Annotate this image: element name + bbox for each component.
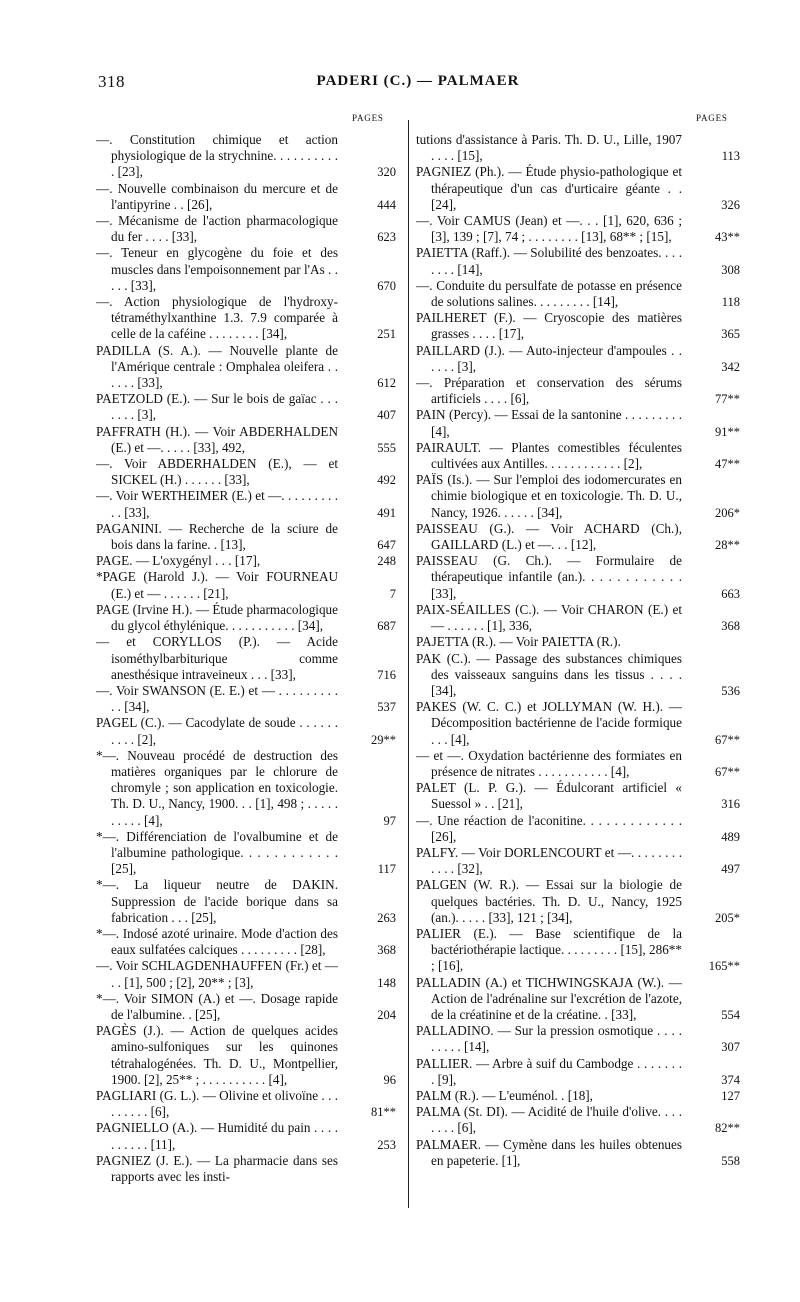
entry-page: 623 [377,230,396,245]
entry-text: —. Nouvelle combinaison du mercure et de l'antipyrine . . [26], [96,180,338,212]
entry-text: PAIETTA (Raff.). — Solubilité des benzoates. . . . . . . . [14], [416,245,682,277]
index-entry [416,245,740,277]
entry-text: PAGLIARI (G. L.). — Olivine et olivoïne . . . . . . . . . [6], [96,1087,338,1120]
entry-page: 118 [721,295,740,310]
index-entry [96,1153,396,1185]
index-entry [416,1137,740,1169]
index-entry [96,553,396,569]
entry-page: 536 [721,683,740,698]
entry-text: PALFY. — Voir DORLENCOURT et —. . . . . . . . . . . . [32], [416,844,682,877]
entry-text: —. Voir ABDERHALDEN (E.), — et SICKEL (H.) . . . . . . [33], [96,456,338,488]
entry-page: 537 [377,700,396,715]
entry-text: PAILLARD (J.). — Auto-injecteur d'ampoules . . . . . . [3], [416,342,682,374]
entry-text: PALGEN (W. R.). — Essai sur la biologie de quelques bactéries. Th. D. U., Nancy, 1925 (an.). . . . . [33], 121 ; [34], [416,877,682,925]
entry-text: PALLIER. — Arbre à suif du Cambodge . . . . . . . . [9], [416,1055,682,1087]
entry-page: 558 [721,1153,740,1168]
index-entry [416,748,740,780]
entry-text: —. Voir CAMUS (Jean) et —. . . [1], 620, 636 ; [3], 139 ; [7], 74 ; . . . . . . . . [13], 68** ; [15], [416,213,682,245]
entry-page: 206* [715,505,740,520]
entry-page: 148 [377,975,396,990]
running-title: PADERI (C.) — PALMAER [316,73,520,89]
index-entry [416,375,740,407]
entry-text: PAIN (Percy). — Essai de la santonine . . . . . . . . . [4], [416,407,682,439]
index-entry [96,991,396,1023]
index-entry [416,813,740,845]
entry-text: PALLADINO. — Sur la pression osmotique . . . . . . . . . [14], [416,1023,682,1055]
index-entry [96,424,396,456]
entry-text: PAGNIEZ (J. E.). — La pharmacie dans ses rapports avec les insti- [96,1152,338,1184]
entry-text: PADILLA (S. A.). — Nouvelle plante de l'Amérique centrale : Omphalea oleifera . . . . . . [33], [96,342,338,391]
entry-page: 307 [721,1040,740,1055]
entry-page: 365 [721,327,740,342]
entry-text: PALMA (St. DI). — Acidité de l'huile d'olive. . . . . . . . [6], [416,1104,682,1136]
index-entry [96,343,396,392]
entry-page: 554 [721,1007,740,1022]
entry-text: —. Voir SCHLAGDENHAUFFEN (Fr.) et — . . [1], 500 ; [2], 20** ; [3], [96,958,338,990]
entry-page: 67** [715,764,740,779]
entry-text: PALMAER. — Cymène dans les huiles obtenues en papeterie. [1], [416,1136,682,1168]
index-entry [96,926,396,958]
entry-page: 127 [721,1088,740,1103]
entry-page: 263 [377,910,396,925]
index-entry [416,651,740,700]
entry-text: PAGE. — L'oxygényl . . . [17], [96,553,261,569]
index-entry [96,748,396,829]
column-heading-left: PAGES [352,113,384,123]
index-entry [96,294,396,343]
entry-text: tutions d'assistance à Paris. Th. D. U., Lille, 1907 . . . . [15], [416,132,682,164]
index-entry [96,132,396,181]
index-entry [416,1023,740,1055]
index-entry [96,602,396,634]
entry-text: PAKES (W. C. C.) et JOLLYMAN (W. H.). — Décomposition bactérienne de l'acide formique . . . [4], [416,699,682,747]
entry-page: 647 [377,538,396,553]
index-entry [416,553,740,602]
entry-text: PAGNIEZ (Ph.). — Étude physio-pathologique et thérapeutique d'un cas d'urticaire géante . . [24], [416,164,682,212]
entry-text: PAISSEAU (G.). — Voir ACHARD (Ch.), GAILLARD (L.) et —. . . [12], [416,520,682,553]
index-entry [416,699,740,748]
entry-text: *—. Indosé azoté urinaire. Mode d'action des eaux sulfatées calciques . . . . . . . . . [28], [96,925,338,958]
entry-page: 165** [708,959,740,974]
entry-text: —. Action physiologique de l'hydroxy-tétraméthylxanthine 1.3. 7.9 comparée à celle de la caféine . . . . . . . . [34], [96,294,338,342]
entry-text: PAISSEAU (G. Ch.). — Formulaire de thérapeutique infantile (an.). . . . . . . . . . . . [33], [416,553,682,601]
entry-text: —. Teneur en glycogène du foie et des muscles dans l'empoisonnement par l'As . . . . . [33], [96,245,338,293]
entry-page: 326 [721,197,740,212]
entry-page: 248 [377,554,396,569]
entry-page: 368 [721,619,740,634]
entry-page: 368 [377,943,396,958]
entry-page: 342 [721,359,740,374]
index-entry [96,456,396,488]
entry-page: 308 [721,262,740,277]
index-entry [96,1023,396,1088]
entry-page: 497 [721,862,740,877]
index-entry [416,975,740,1024]
entry-text: *PAGE (Harold J.). — Voir FOURNEAU (E.) et — . . . . . . [21], [96,569,338,601]
index-entry [416,634,740,650]
index-entry [96,829,396,878]
running-header [98,72,738,96]
entry-text: PAGNIELLO (A.). — Humidité du pain . . . . . . . . . . [11], [96,1120,338,1152]
entry-page: 205* [715,910,740,925]
entry-page: 81** [371,1105,396,1120]
index-entry [96,715,396,747]
entry-page: 663 [721,586,740,601]
entry-text: —. Mécanisme de l'action pharmacologique du fer . . . . [33], [96,213,338,245]
entry-page: 407 [377,408,396,423]
column-divider [408,120,409,1208]
index-entry [416,1104,740,1136]
index-entry [416,132,740,164]
entry-page: 29** [371,732,396,747]
left-column [96,132,396,1212]
entry-page: 555 [377,440,396,455]
entry-text: PAGÈS (J.). — Action de quelques acides amino-sulfoniques sur les quinones tétrahalogénées. Th. D. U., Montpellier, 1900. [2], 25** ; . . . . . . . . . . [4], [96,1023,338,1087]
index-entry [416,1056,740,1088]
entry-text: PAGEL (C.). — Cacodylate de soude . . . . . . . . . . [2], [96,715,338,747]
index-entry [416,780,740,812]
entry-text: —. Constitution chimique et action physiologique de la strychnine. . . . . . . . . . . [23], [96,132,338,180]
entry-text: PALLADIN (A.) et TICHWINGSKAJA (W.). — Action de l'adrénaline sur l'excrétion de l'azote, de la créatinine et de la créatine. . [33], [416,974,682,1022]
index-entry [96,245,396,294]
entry-text: PALET (L. P. G.). — Édulcorant artificiel « Suessol » . . [21], [416,780,682,812]
index-entry [416,213,740,245]
entry-page: 251 [377,327,396,342]
entry-page: 28** [715,538,740,553]
entry-page: 444 [377,197,396,212]
entry-text: — et —. Oxydation bactérienne des formiates en présence de nitrates . . . . . . . . . . . [4], [416,747,682,779]
index-entry [416,164,740,213]
entry-text: PAFFRATH (H.). — Voir ABDERHALDEN (E.) et —. . . . . [33], 492, [96,423,338,455]
index-entry [416,407,740,439]
index-entry [96,1120,396,1152]
index-entry [96,181,396,213]
entry-text: *—. Voir SIMON (A.) et —. Dosage rapide de l'albumine. . [25], [96,990,338,1022]
entry-text: PAJETTA (R.). — Voir PAIETTA (R.). [416,634,621,650]
entry-page: 82** [715,1121,740,1136]
entry-text: PAIX-SÉAILLES (C.). — Voir CHARON (E.) et — . . . . . . [1], 336, [416,601,682,634]
entry-text: *—. Nouveau procédé de destruction des matières organiques par le chlorure de chromyle ; son application en toxicologie. Th. D. U., Nancy, 1900. . . [1], 498 ; . . . . . . . . . . [4], [96,747,338,828]
entry-text: *—. La liqueur neutre de DAKIN. Suppression de l'acide borique dans sa fabrication . . . [25], [96,877,338,925]
column-heading-right: PAGES [696,113,728,123]
entry-page: 612 [377,376,396,391]
entry-text: *—. Différenciation de l'ovalbumine et de l'albumine pathologique. . . . . . . . . . . . [25], [96,828,338,877]
entry-text: —. Voir SWANSON (E. E.) et — . . . . . . . . . . . [34], [96,682,338,715]
entry-page: 117 [377,862,396,877]
index-entry [96,521,396,553]
index-entry [416,926,740,975]
index-entry [96,569,396,601]
entry-page: 67** [715,732,740,747]
index-entry [416,521,740,553]
entry-text: PALM (R.). — L'euménol. . [18], [416,1087,593,1103]
index-entry [416,278,740,310]
entry-text: —. Une réaction de l'aconitine. . . . . . . . . . . . . [26], [416,812,682,844]
entry-page: 687 [377,619,396,634]
index-entry [96,683,396,715]
entry-page: 316 [721,797,740,812]
index-entry [416,877,740,926]
entry-page: 91** [715,424,740,439]
entry-text: —. Préparation et conservation des sérums artificiels . . . . [6], [416,375,682,407]
entry-text: PALIER (E.). — Base scientifique de la bactériothérapie lactique. . . . . . . . . [15], 286** ; [16], [416,925,682,974]
index-entry [96,958,396,990]
entry-page: 320 [377,165,396,180]
entry-text: PAÏS (Is.). — Sur l'emploi des iodomercurates en chimie biologique et en toxicologie. Th. D. U., Nancy, 1926. . . . . . [34], [416,472,682,520]
index-entry [416,440,740,472]
entry-page: 491 [377,505,396,520]
entry-text: —. Conduite du persulfate de potasse en présence de solutions salines. . . . . . . . . [14], [416,277,682,310]
entry-page: 489 [721,829,740,844]
entry-text: PAILHERET (F.). — Cryoscopie des matières grasses . . . . [17], [416,310,682,342]
index-entry [416,310,740,342]
entry-page: 374 [721,1072,740,1087]
entry-page: 47** [715,457,740,472]
entry-page: 77** [715,392,740,407]
index-entry [416,602,740,634]
entry-page: 492 [377,473,396,488]
entry-text: —. Voir WERTHEIMER (E.) et —. . . . . . . . . . . [33], [96,488,338,520]
page-number: 318 [98,72,125,91]
entry-page: 670 [377,278,396,293]
entry-page: 43** [715,230,740,245]
entry-page: 204 [377,1007,396,1022]
entry-page: 7 [389,586,396,601]
index-entry [96,877,396,926]
index-entry [96,391,396,423]
entry-page: 97 [383,813,396,828]
entry-text: PAK (C.). — Passage des substances chimiques des vaisseaux sanguins dans les tissus . . . . [34], [416,650,682,698]
index-entry [96,634,396,683]
index-entry [416,343,740,375]
entry-page: 716 [377,667,396,682]
entry-text: PAGANINI. — Recherche de la sciure de bois dans la farine. . [13], [96,520,338,553]
index-entry [96,1088,396,1120]
entry-page: 113 [721,149,740,164]
index-entry [96,488,396,520]
index-entry [96,213,396,245]
entry-text: PAGE (Irvine H.). — Étude pharmacologique du glycol éthylénique. . . . . . . . . . . [34], [96,601,338,634]
right-column [416,132,740,1212]
entry-page: 253 [377,1137,396,1152]
index-entry [416,472,740,521]
entry-text: PAETZOLD (E.). — Sur le bois de gaïac . . . . . . . [3], [96,391,338,423]
entry-page: 96 [383,1072,396,1087]
index-entry [416,1088,740,1104]
entry-text: — et CORYLLOS (P.). — Acide isométhylbarbiturique comme anesthésique intraveineux . . . [33], [96,634,338,682]
index-entry [416,845,740,877]
entry-text: PAIRAULT. — Plantes comestibles féculentes cultivées aux Antilles. . . . . . . . . . . . [2], [416,439,682,472]
